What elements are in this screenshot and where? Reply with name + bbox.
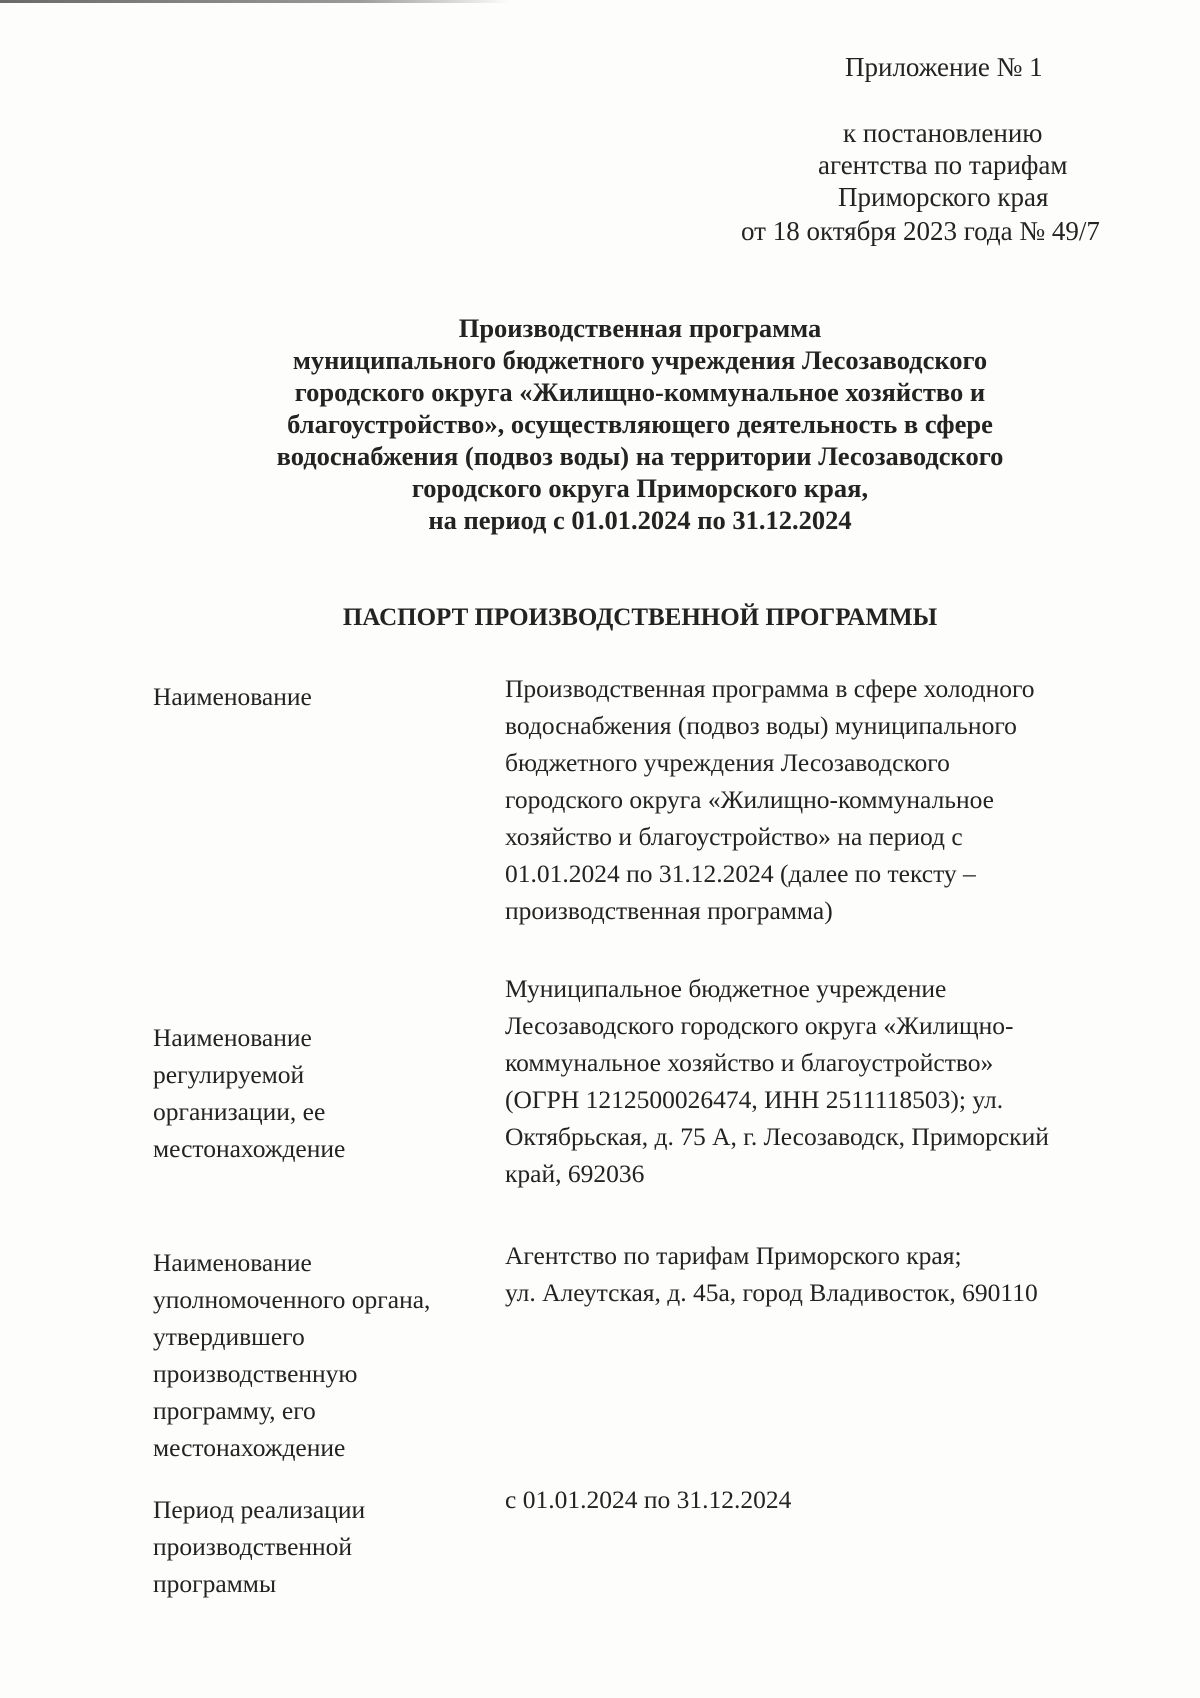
value-line: хозяйство и благоустройство» на период с <box>505 822 963 851</box>
program-title-line: муниципального бюджетного учреждения Лесозаводского <box>292 345 988 375</box>
passport-row-value <box>505 1237 1145 1311</box>
label-line: уполномоченного органа, <box>153 1285 431 1314</box>
value-line: производственная программа) <box>505 896 833 925</box>
label-line: производственную <box>153 1359 358 1388</box>
value-line: водоснабжения (подвоз воды) муниципального <box>505 711 1017 740</box>
passport-row-label <box>153 1019 483 1167</box>
value-line: Октябрьская, д. 75 А, г. Лесозаводск, Приморский <box>505 1122 1049 1151</box>
label-line: регулируемой <box>153 1060 305 1089</box>
label-line: производственной <box>153 1532 353 1561</box>
program-title-line: водоснабжения (подвоз воды) на территории Лесозаводского <box>276 441 1004 471</box>
passport-row-label <box>153 678 483 715</box>
passport-row-value <box>505 670 1145 929</box>
value-line: бюджетного учреждения Лесозаводского <box>505 748 950 777</box>
passport-row-label <box>153 1244 483 1466</box>
label-line: программы <box>153 1569 277 1598</box>
appendix-line: от 18 октября 2023 года № 49/7 <box>741 216 1100 246</box>
appendix-line: агентства по тарифам <box>818 150 1068 180</box>
label-line: организации, ее <box>153 1097 326 1126</box>
value-line: коммунальное хозяйство и благоустройство» <box>505 1048 994 1077</box>
appendix-line: Приморского края <box>838 182 1049 212</box>
appendix-title: Приложение № 1 <box>845 52 1043 82</box>
label-line: Наименование <box>153 1248 312 1277</box>
label-line: утвердившего <box>153 1322 305 1351</box>
passport-row-label <box>153 1491 483 1602</box>
value-line: край, 692036 <box>505 1159 645 1188</box>
value-line: Производственная программа в сфере холодного <box>505 674 1035 703</box>
program-title-line: Производственная программа <box>458 313 822 343</box>
program-title-line: на период с 01.01.2024 по 31.12.2024 <box>428 505 852 535</box>
value-line: Агентство по тарифам Приморского края; <box>505 1241 962 1270</box>
label-line: программу, его <box>153 1396 316 1425</box>
label-line: местонахождение <box>153 1134 346 1163</box>
value-line: Муниципальное бюджетное учреждение <box>505 974 947 1003</box>
label-line: местонахождение <box>153 1433 346 1462</box>
passport-row-value <box>505 1481 1145 1518</box>
label-line: Период реализации <box>153 1495 366 1524</box>
program-title <box>200 312 1080 536</box>
value-line: (ОГРН 1212500026474, ИНН 2511118503); ул. <box>505 1085 1004 1114</box>
value-line: ул. Алеутская, д. 45а, город Владивосток, 690110 <box>505 1278 1038 1307</box>
label-line: Наименование <box>153 1023 312 1052</box>
program-title-line: благоустройство», осуществляющего деятельность в сфере <box>287 409 993 439</box>
scan-edge-line <box>0 0 510 3</box>
passport-heading: ПАСПОРТ ПРОИЗВОДСТВЕННОЙ ПРОГРАММЫ <box>342 604 938 631</box>
value-line: Лесозаводского городского округа «Жилищно- <box>505 1011 1014 1040</box>
value-line: с 01.01.2024 по 31.12.2024 <box>505 1485 792 1514</box>
program-title-line: городского округа «Жилищно-коммунальное хозяйство и <box>294 377 986 407</box>
label-line: Наименование <box>153 682 312 711</box>
appendix-line: к постановлению <box>843 118 1043 148</box>
program-title-line: городского округа Приморского края, <box>411 473 869 503</box>
value-line: городского округа «Жилищно-коммунальное <box>505 785 994 814</box>
value-line: 01.01.2024 по 31.12.2024 (далее по тексту – <box>505 859 976 888</box>
passport-row-value <box>505 970 1145 1192</box>
